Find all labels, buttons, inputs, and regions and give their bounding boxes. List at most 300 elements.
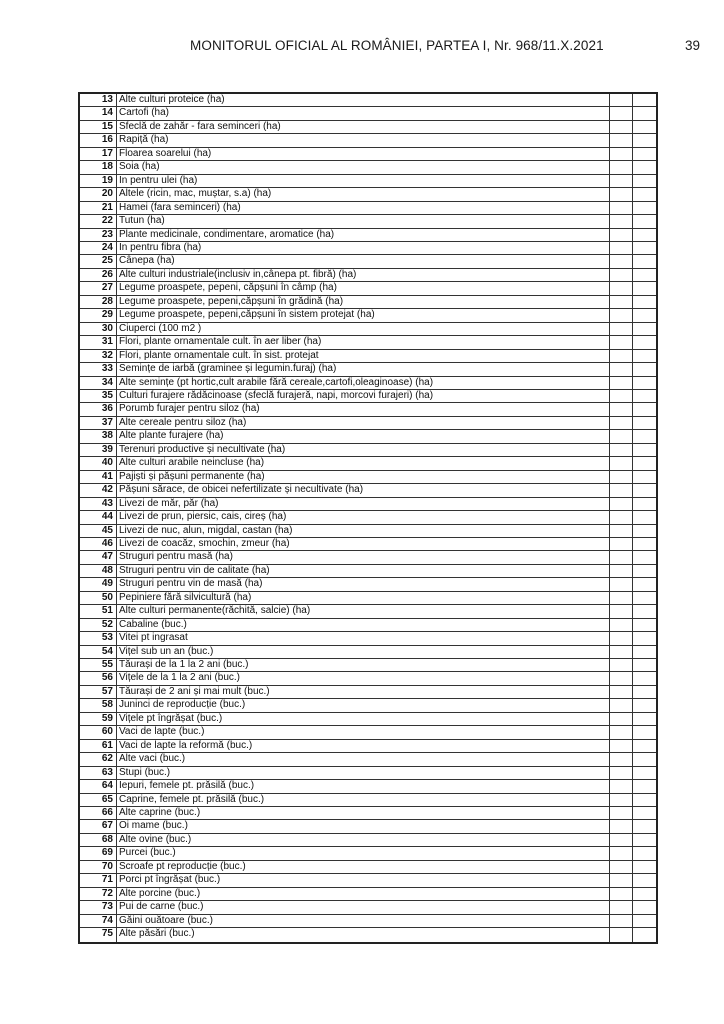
value-cell <box>610 740 633 752</box>
row-label: Pajiști și pășuni permanente (ha) <box>117 471 610 483</box>
value-cell <box>610 471 633 483</box>
table-row <box>80 282 656 295</box>
row-number: 72 <box>80 888 117 900</box>
value-cell <box>610 107 633 119</box>
value-cell <box>633 619 656 631</box>
row-number: 46 <box>80 538 117 550</box>
value-cell <box>610 161 633 173</box>
row-number: 45 <box>80 525 117 537</box>
value-cell <box>610 309 633 321</box>
value-cell <box>633 363 656 375</box>
value-cell <box>610 148 633 160</box>
row-number: 70 <box>80 861 117 873</box>
value-cell <box>633 699 656 711</box>
value-cell <box>633 525 656 537</box>
value-cell <box>610 134 633 146</box>
row-label: Vitei pt ingrasat <box>117 632 610 644</box>
table-row <box>80 713 656 726</box>
row-label: Hamei (fara seminceri) (ha) <box>117 202 610 214</box>
table-row <box>80 726 656 739</box>
value-cell <box>633 350 656 362</box>
value-cell <box>633 282 656 294</box>
table-row <box>80 820 656 833</box>
value-cell <box>633 874 656 886</box>
row-number: 22 <box>80 215 117 227</box>
value-cell <box>633 686 656 698</box>
value-cell <box>610 565 633 577</box>
row-label: Alte semințe (pt hortic,cult arabile fără cereale,cartofi,oleaginoase) (ha) <box>117 377 610 389</box>
value-cell <box>633 511 656 523</box>
row-number: 74 <box>80 915 117 927</box>
value-cell <box>610 847 633 859</box>
row-number: 32 <box>80 350 117 362</box>
value-cell <box>633 551 656 563</box>
row-number: 67 <box>80 820 117 832</box>
table-row <box>80 619 656 632</box>
value-cell <box>610 94 633 106</box>
table-row <box>80 794 656 807</box>
row-label: Plante medicinale, condimentare, aromatice (ha) <box>117 229 610 241</box>
value-cell <box>610 444 633 456</box>
value-cell <box>633 377 656 389</box>
value-cell <box>633 672 656 684</box>
value-cell <box>633 242 656 254</box>
table-row <box>80 578 656 591</box>
value-cell <box>610 686 633 698</box>
table-row <box>80 780 656 793</box>
value-cell <box>633 229 656 241</box>
value-cell <box>633 928 656 941</box>
table-row <box>80 686 656 699</box>
row-label: Soia (ha) <box>117 161 610 173</box>
row-label: Vițele pt îngrășat (buc.) <box>117 713 610 725</box>
value-cell <box>633 646 656 658</box>
row-label: Sfeclă de zahăr - fara seminceri (ha) <box>117 121 610 133</box>
value-cell <box>610 874 633 886</box>
value-cell <box>610 457 633 469</box>
value-cell <box>610 336 633 348</box>
value-cell <box>610 511 633 523</box>
value-cell <box>633 403 656 415</box>
value-cell <box>610 619 633 631</box>
table-row <box>80 592 656 605</box>
table-row <box>80 753 656 766</box>
row-label: Caprine, femele pt. prăsilă (buc.) <box>117 794 610 806</box>
value-cell <box>633 659 656 671</box>
value-cell <box>610 888 633 900</box>
table-row <box>80 202 656 215</box>
value-cell <box>633 255 656 267</box>
value-cell <box>633 767 656 779</box>
value-cell <box>633 296 656 308</box>
value-cell <box>633 834 656 846</box>
value-cell <box>610 578 633 590</box>
row-number: 61 <box>80 740 117 752</box>
data-table <box>78 92 658 944</box>
row-number: 40 <box>80 457 117 469</box>
table-row <box>80 632 656 645</box>
row-label: Culturi furajere rădăcinoase (sfeclă furajeră, napi, morcovi furajeri) (ha) <box>117 390 610 402</box>
row-label: Alte caprine (buc.) <box>117 807 610 819</box>
table-row <box>80 915 656 928</box>
table-row <box>80 94 656 107</box>
value-cell <box>610 551 633 563</box>
table-row <box>80 323 656 336</box>
table-row <box>80 161 656 174</box>
table-row <box>80 551 656 564</box>
table-row <box>80 107 656 120</box>
row-label: Ciuperci (100 m2 ) <box>117 323 610 335</box>
row-number: 15 <box>80 121 117 133</box>
value-cell <box>610 363 633 375</box>
value-cell <box>633 915 656 927</box>
value-cell <box>610 592 633 604</box>
table-row <box>80 498 656 511</box>
value-cell <box>633 605 656 617</box>
table-row <box>80 430 656 443</box>
row-label: Vaci de lapte la reformă (buc.) <box>117 740 610 752</box>
value-cell <box>610 632 633 644</box>
value-cell <box>610 417 633 429</box>
table-row <box>80 767 656 780</box>
row-label: Alte culturi arabile neincluse (ha) <box>117 457 610 469</box>
row-number: 56 <box>80 672 117 684</box>
row-label: Găini ouătoare (buc.) <box>117 915 610 927</box>
row-label: Semințe de iarbă (graminee și legumin.furaj) (ha) <box>117 363 610 375</box>
table-row <box>80 255 656 268</box>
value-cell <box>610 175 633 187</box>
table-row <box>80 861 656 874</box>
row-label: Alte culturi proteice (ha) <box>117 94 610 106</box>
row-number: 54 <box>80 646 117 658</box>
row-number: 17 <box>80 148 117 160</box>
value-cell <box>633 107 656 119</box>
row-number: 62 <box>80 753 117 765</box>
row-number: 50 <box>80 592 117 604</box>
value-cell <box>610 188 633 200</box>
value-cell <box>633 565 656 577</box>
value-cell <box>633 753 656 765</box>
row-number: 73 <box>80 901 117 913</box>
row-label: Alte porcine (buc.) <box>117 888 610 900</box>
row-label: Rapiță (ha) <box>117 134 610 146</box>
row-number: 66 <box>80 807 117 819</box>
table-row <box>80 888 656 901</box>
table-row <box>80 511 656 524</box>
row-number: 63 <box>80 767 117 779</box>
table-row <box>80 928 656 941</box>
row-label: Juninci de reproducție (buc.) <box>117 699 610 711</box>
value-cell <box>633 861 656 873</box>
row-number: 51 <box>80 605 117 617</box>
row-number: 18 <box>80 161 117 173</box>
table-row <box>80 417 656 430</box>
row-label: Struguri pentru vin de masă (ha) <box>117 578 610 590</box>
row-number: 26 <box>80 269 117 281</box>
value-cell <box>610 430 633 442</box>
row-label: Flori, plante ornamentale cult. în aer liber (ha) <box>117 336 610 348</box>
table-row <box>80 134 656 147</box>
table-row <box>80 484 656 497</box>
table-row <box>80 336 656 349</box>
value-cell <box>610 323 633 335</box>
row-label: Legume proaspete, pepeni,căpșuni în sistem protejat (ha) <box>117 309 610 321</box>
value-cell <box>610 121 633 133</box>
row-label: Legume proaspete, pepeni,căpșuni în grădină (ha) <box>117 296 610 308</box>
value-cell <box>633 269 656 281</box>
value-cell <box>633 94 656 106</box>
row-number: 47 <box>80 551 117 563</box>
value-cell <box>610 498 633 510</box>
value-cell <box>610 215 633 227</box>
row-label: Struguri pentru masă (ha) <box>117 551 610 563</box>
value-cell <box>633 740 656 752</box>
table-row <box>80 901 656 914</box>
row-label: Stupi (buc.) <box>117 767 610 779</box>
value-cell <box>633 794 656 806</box>
publication-title: MONITORUL OFICIAL AL ROMÂNIEI, PARTEA I, Nr. 968/11.X.2021 <box>190 38 604 53</box>
table-row <box>80 188 656 201</box>
row-label: Alte păsări (buc.) <box>117 928 610 941</box>
value-cell <box>633 484 656 496</box>
value-cell <box>633 538 656 550</box>
value-cell <box>633 888 656 900</box>
row-label: Porumb furajer pentru siloz (ha) <box>117 403 610 415</box>
value-cell <box>610 767 633 779</box>
table-row <box>80 672 656 685</box>
table-row <box>80 457 656 470</box>
row-number: 13 <box>80 94 117 106</box>
table-row <box>80 646 656 659</box>
value-cell <box>610 390 633 402</box>
row-label: Cabaline (buc.) <box>117 619 610 631</box>
value-cell <box>633 471 656 483</box>
row-number: 71 <box>80 874 117 886</box>
row-number: 28 <box>80 296 117 308</box>
row-label: Vițel sub un an (buc.) <box>117 646 610 658</box>
value-cell <box>610 282 633 294</box>
row-number: 58 <box>80 699 117 711</box>
value-cell <box>610 780 633 792</box>
value-cell <box>633 134 656 146</box>
row-label: Alte culturi industriale(inclusiv in,cânepa pt. fibră) (ha) <box>117 269 610 281</box>
value-cell <box>610 901 633 913</box>
value-cell <box>633 417 656 429</box>
row-label: Livezi de coacăz, smochin, zmeur (ha) <box>117 538 610 550</box>
row-label: In pentru ulei (ha) <box>117 175 610 187</box>
value-cell <box>610 726 633 738</box>
row-number: 24 <box>80 242 117 254</box>
row-number: 68 <box>80 834 117 846</box>
row-label: Livezi de prun, piersic, cais, cireș (ha) <box>117 511 610 523</box>
row-label: Scroafe pt reproducție (buc.) <box>117 861 610 873</box>
table-row <box>80 229 656 242</box>
table-row <box>80 565 656 578</box>
row-number: 31 <box>80 336 117 348</box>
table-row <box>80 525 656 538</box>
value-cell <box>610 834 633 846</box>
row-label: Cartofi (ha) <box>117 107 610 119</box>
row-number: 57 <box>80 686 117 698</box>
value-cell <box>610 255 633 267</box>
row-number: 30 <box>80 323 117 335</box>
value-cell <box>633 726 656 738</box>
value-cell <box>633 847 656 859</box>
table-row <box>80 847 656 860</box>
row-number: 36 <box>80 403 117 415</box>
row-number: 38 <box>80 430 117 442</box>
table-row <box>80 175 656 188</box>
value-cell <box>633 161 656 173</box>
value-cell <box>633 901 656 913</box>
table-row <box>80 296 656 309</box>
value-cell <box>633 148 656 160</box>
value-cell <box>610 659 633 671</box>
row-number: 44 <box>80 511 117 523</box>
table-row <box>80 659 656 672</box>
row-number: 41 <box>80 471 117 483</box>
table-row <box>80 444 656 457</box>
row-number: 53 <box>80 632 117 644</box>
page-header <box>0 38 724 58</box>
value-cell <box>610 202 633 214</box>
table-row <box>80 874 656 887</box>
row-label: Vaci de lapte (buc.) <box>117 726 610 738</box>
value-cell <box>610 229 633 241</box>
row-number: 21 <box>80 202 117 214</box>
row-label: Vițele de la 1 la 2 ani (buc.) <box>117 672 610 684</box>
value-cell <box>610 403 633 415</box>
value-cell <box>610 484 633 496</box>
row-number: 52 <box>80 619 117 631</box>
row-number: 39 <box>80 444 117 456</box>
value-cell <box>610 646 633 658</box>
value-cell <box>610 794 633 806</box>
table-row <box>80 215 656 228</box>
row-label: Pășuni sărace, de obicei nefertilizate și necultivate (ha) <box>117 484 610 496</box>
row-label: Pui de carne (buc.) <box>117 901 610 913</box>
table-row <box>80 309 656 322</box>
value-cell <box>610 861 633 873</box>
value-cell <box>633 336 656 348</box>
value-cell <box>610 296 633 308</box>
row-label: Struguri pentru vin de calitate (ha) <box>117 565 610 577</box>
value-cell <box>633 121 656 133</box>
row-label: Tăurași de 2 ani și mai mult (buc.) <box>117 686 610 698</box>
value-cell <box>610 713 633 725</box>
value-cell <box>610 672 633 684</box>
value-cell <box>610 605 633 617</box>
value-cell <box>610 538 633 550</box>
table-row <box>80 605 656 618</box>
row-number: 34 <box>80 377 117 389</box>
row-label: Alte cereale pentru siloz (ha) <box>117 417 610 429</box>
table-row <box>80 350 656 363</box>
table-row <box>80 403 656 416</box>
row-number: 65 <box>80 794 117 806</box>
row-label: Oi mame (buc.) <box>117 820 610 832</box>
row-label: Pepiniere fără silvicultură (ha) <box>117 592 610 604</box>
row-label: Legume proaspete, pepeni, căpșuni în câmp (ha) <box>117 282 610 294</box>
value-cell <box>633 498 656 510</box>
row-label: Tutun (ha) <box>117 215 610 227</box>
row-number: 55 <box>80 659 117 671</box>
value-cell <box>633 390 656 402</box>
row-number: 42 <box>80 484 117 496</box>
row-label: Flori, plante ornamentale cult. în sist. protejat <box>117 350 610 362</box>
row-label: Altele (ricin, mac, muștar, s.a) (ha) <box>117 188 610 200</box>
table-row <box>80 740 656 753</box>
value-cell <box>633 309 656 321</box>
row-number: 69 <box>80 847 117 859</box>
row-number: 35 <box>80 390 117 402</box>
value-cell <box>633 202 656 214</box>
row-number: 59 <box>80 713 117 725</box>
row-label: Purcei (buc.) <box>117 847 610 859</box>
value-cell <box>610 807 633 819</box>
value-cell <box>633 632 656 644</box>
row-label: Cânepa (ha) <box>117 255 610 267</box>
value-cell <box>633 323 656 335</box>
value-cell <box>610 915 633 927</box>
value-cell <box>610 242 633 254</box>
table-row <box>80 471 656 484</box>
value-cell <box>633 713 656 725</box>
table-row <box>80 807 656 820</box>
row-label: Terenuri productive și necultivate (ha) <box>117 444 610 456</box>
row-label: Porci pt îngrășat (buc.) <box>117 874 610 886</box>
value-cell <box>633 457 656 469</box>
table-row <box>80 242 656 255</box>
value-cell <box>610 699 633 711</box>
row-label: Alte vaci (buc.) <box>117 753 610 765</box>
row-number: 64 <box>80 780 117 792</box>
table-row <box>80 269 656 282</box>
row-label: Tăurași de la 1 la 2 ani (buc.) <box>117 659 610 671</box>
value-cell <box>610 820 633 832</box>
row-number: 49 <box>80 578 117 590</box>
table-row <box>80 121 656 134</box>
row-number: 23 <box>80 229 117 241</box>
table-row <box>80 148 656 161</box>
row-label: Alte plante furajere (ha) <box>117 430 610 442</box>
row-number: 14 <box>80 107 117 119</box>
row-label: Alte ovine (buc.) <box>117 834 610 846</box>
table-row <box>80 390 656 403</box>
row-number: 27 <box>80 282 117 294</box>
row-number: 43 <box>80 498 117 510</box>
value-cell <box>633 430 656 442</box>
table-row <box>80 363 656 376</box>
row-number: 60 <box>80 726 117 738</box>
table-row <box>80 834 656 847</box>
row-label: Iepuri, femele pt. prăsilă (buc.) <box>117 780 610 792</box>
row-number: 20 <box>80 188 117 200</box>
value-cell <box>633 444 656 456</box>
row-number: 33 <box>80 363 117 375</box>
row-label: Floarea soarelui (ha) <box>117 148 610 160</box>
row-number: 19 <box>80 175 117 187</box>
value-cell <box>633 807 656 819</box>
table-row <box>80 699 656 712</box>
row-number: 48 <box>80 565 117 577</box>
value-cell <box>633 215 656 227</box>
row-label: In pentru fibra (ha) <box>117 242 610 254</box>
page-number: 39 <box>685 38 701 53</box>
row-number: 29 <box>80 309 117 321</box>
row-number: 16 <box>80 134 117 146</box>
row-label: Alte culturi permanente(răchită, salcie) (ha) <box>117 605 610 617</box>
